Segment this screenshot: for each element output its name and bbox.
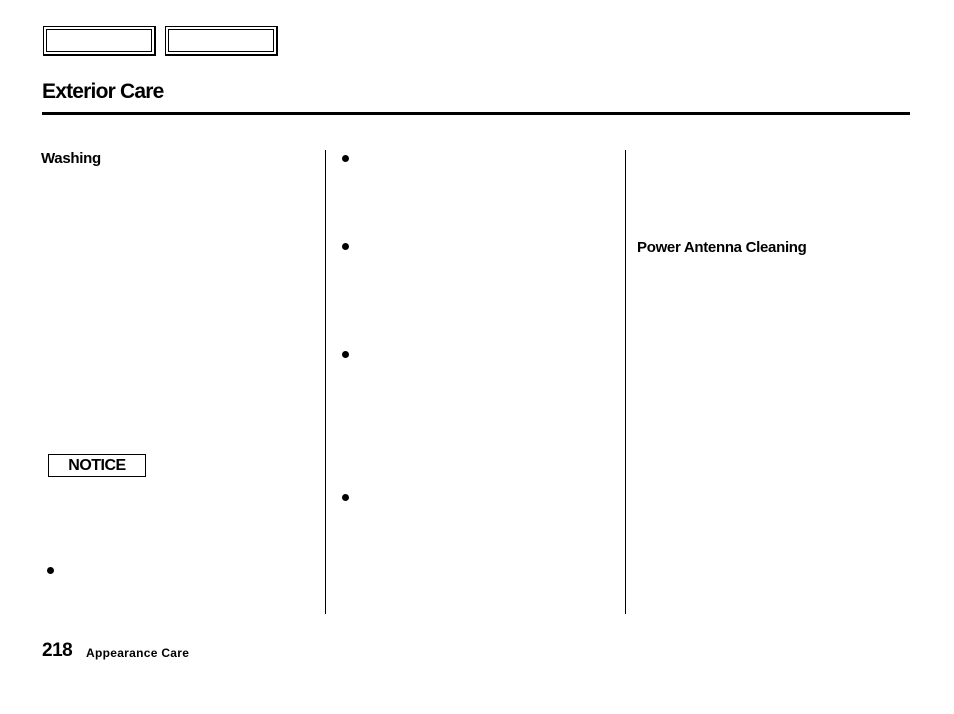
column-divider-right xyxy=(625,150,626,614)
page-title: Exterior Care xyxy=(42,80,164,103)
nav-button-previous-inner xyxy=(46,29,152,52)
notice-box: NOTICE xyxy=(48,454,146,477)
bullet-left-1 xyxy=(47,567,54,574)
bullet-middle-1 xyxy=(342,155,349,162)
column-divider-left xyxy=(325,150,326,614)
washing-heading: Washing xyxy=(41,150,101,167)
bullet-middle-3 xyxy=(342,351,349,358)
nav-button-previous[interactable] xyxy=(43,26,156,56)
page-number: 218 xyxy=(42,640,73,661)
power-antenna-cleaning-heading: Power Antenna Cleaning xyxy=(637,239,807,256)
nav-button-next[interactable] xyxy=(165,26,278,56)
bullet-middle-2 xyxy=(342,243,349,250)
title-rule xyxy=(42,112,910,115)
section-name: Appearance Care xyxy=(86,646,190,660)
bullet-middle-4 xyxy=(342,494,349,501)
nav-button-next-inner xyxy=(168,29,274,52)
